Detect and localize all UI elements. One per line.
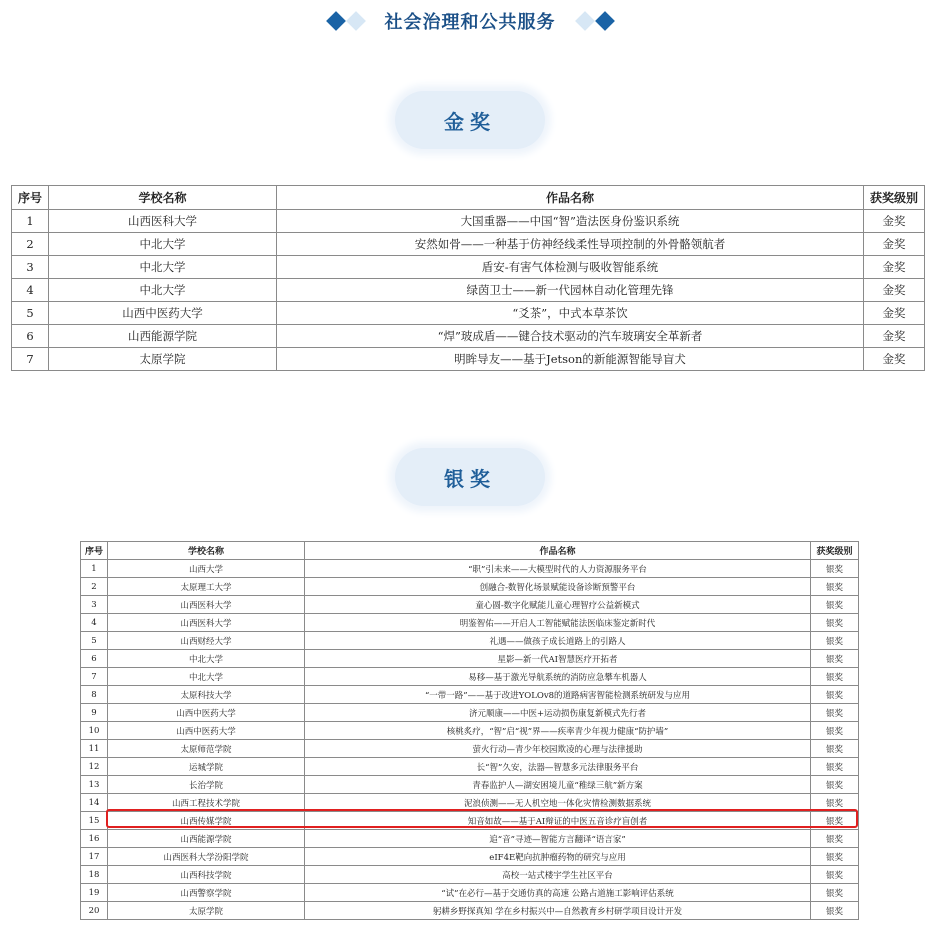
cell-work: 泥浪侦测——无人机空地一体化灾情检测数据系统 bbox=[305, 794, 811, 812]
cell-level: 银奖 bbox=[811, 884, 859, 902]
cell-level: 银奖 bbox=[811, 560, 859, 578]
header-work: 作品名称 bbox=[277, 186, 864, 210]
cell-index: 8 bbox=[81, 686, 108, 704]
cell-level: 银奖 bbox=[811, 668, 859, 686]
table-row bbox=[81, 758, 859, 776]
cell-school: 太原学院 bbox=[108, 902, 305, 920]
cell-work: 易移—基于激光导航系统的消防应急攀车机器人 bbox=[305, 668, 811, 686]
table-row bbox=[81, 578, 859, 596]
section-title: 社会治理和公共服务 bbox=[384, 12, 556, 33]
cell-index: 1 bbox=[12, 210, 49, 233]
cell-index: 17 bbox=[81, 848, 108, 866]
cell-index: 13 bbox=[81, 776, 108, 794]
cell-school: 太原理工大学 bbox=[108, 578, 305, 596]
cell-school: 太原师范学院 bbox=[108, 740, 305, 758]
cell-index: 2 bbox=[81, 578, 108, 596]
cell-level: 金奖 bbox=[864, 325, 925, 348]
cell-index: 6 bbox=[81, 650, 108, 668]
cell-school: 太原科技大学 bbox=[108, 686, 305, 704]
header-work: 作品名称 bbox=[305, 542, 811, 560]
table-row bbox=[81, 902, 859, 920]
table-row bbox=[81, 596, 859, 614]
cell-school: 山西能源学院 bbox=[49, 325, 277, 348]
diamond-decoration-right-icon bbox=[574, 10, 614, 32]
cell-school: 山西能源学院 bbox=[108, 830, 305, 848]
cell-work: 核桃炙疗，“智”启“视”界——疾率青少年视力健康“防护墙” bbox=[305, 722, 811, 740]
cell-school: 山西财经大学 bbox=[108, 632, 305, 650]
cell-work: “爻茶”，中式本草茶饮 bbox=[277, 302, 864, 325]
cell-level: 银奖 bbox=[811, 830, 859, 848]
table-row bbox=[12, 302, 925, 325]
cell-work: eIF4E靶向抗肿瘤药物的研究与应用 bbox=[305, 848, 811, 866]
cell-work: 礼遇——做孩子成长道路上的引路人 bbox=[305, 632, 811, 650]
cell-level: 银奖 bbox=[811, 722, 859, 740]
cell-work: 盾安-有害气体检测与吸收智能系统 bbox=[277, 256, 864, 279]
cell-index: 16 bbox=[81, 830, 108, 848]
cell-work: “一带一路”——基于改进YOLOv8的道路病害智能检测系统研发与应用 bbox=[305, 686, 811, 704]
cell-level: 银奖 bbox=[811, 794, 859, 812]
cell-work: “焊”玻成盾——键合技术驱动的汽车玻璃安全革新者 bbox=[277, 325, 864, 348]
cell-index: 15 bbox=[81, 812, 108, 830]
cell-index: 11 bbox=[81, 740, 108, 758]
table-row bbox=[81, 632, 859, 650]
cell-work: 星影—新一代AI智慧医疗开拓者 bbox=[305, 650, 811, 668]
cell-level: 银奖 bbox=[811, 776, 859, 794]
cell-level: 金奖 bbox=[864, 279, 925, 302]
cell-school: 山西科技学院 bbox=[108, 866, 305, 884]
cell-work: 躬耕乡野探真知 学在乡村振兴中—自然教育乡村研学项目设计开发 bbox=[305, 902, 811, 920]
table-row bbox=[81, 848, 859, 866]
header-index: 序号 bbox=[81, 542, 108, 560]
header-level: 获奖级别 bbox=[864, 186, 925, 210]
cell-school: 中北大学 bbox=[108, 650, 305, 668]
cell-level: 金奖 bbox=[864, 210, 925, 233]
cell-level: 银奖 bbox=[811, 578, 859, 596]
cell-work: 知音如故——基于AI辩证的中医五音诊疗盲创者 bbox=[305, 812, 811, 830]
cell-work: 济元顺康——中医+运动损伤康复新模式先行者 bbox=[305, 704, 811, 722]
table-row bbox=[12, 256, 925, 279]
gold-award-badge: 金奖 bbox=[395, 91, 545, 149]
header-index: 序号 bbox=[12, 186, 49, 210]
silver-award-table bbox=[80, 541, 859, 920]
gold-award-table bbox=[11, 185, 925, 371]
cell-work: 创融合-数智化场景赋能设备诊断预警平台 bbox=[305, 578, 811, 596]
cell-index: 2 bbox=[12, 233, 49, 256]
cell-level: 银奖 bbox=[811, 758, 859, 776]
cell-school: 山西传媒学院 bbox=[108, 812, 305, 830]
cell-work: 青春监护人—湖安困境儿童“稚绿三航”新方案 bbox=[305, 776, 811, 794]
table-row bbox=[12, 325, 925, 348]
table-row bbox=[12, 279, 925, 302]
cell-index: 19 bbox=[81, 884, 108, 902]
silver-award-badge: 银奖 bbox=[395, 448, 545, 506]
cell-work: 安然如骨——一种基于仿神经线柔性导项控制的外骨骼领航者 bbox=[277, 233, 864, 256]
header-school: 学校名称 bbox=[49, 186, 277, 210]
cell-work: 大国重器——中国“智”造法医身份鉴识系统 bbox=[277, 210, 864, 233]
cell-level: 银奖 bbox=[811, 614, 859, 632]
cell-school: 山西中医药大学 bbox=[108, 722, 305, 740]
cell-school: 中北大学 bbox=[49, 279, 277, 302]
cell-index: 18 bbox=[81, 866, 108, 884]
cell-school: 山西医科大学 bbox=[49, 210, 277, 233]
cell-school: 山西医科大学汾阳学院 bbox=[108, 848, 305, 866]
cell-index: 3 bbox=[81, 596, 108, 614]
cell-school: 中北大学 bbox=[49, 233, 277, 256]
table-row bbox=[81, 830, 859, 848]
cell-school: 山西工程技术学院 bbox=[108, 794, 305, 812]
cell-index: 20 bbox=[81, 902, 108, 920]
cell-work: 长“智”久安，法器—智慧多元法律服务平台 bbox=[305, 758, 811, 776]
cell-index: 5 bbox=[12, 302, 49, 325]
table-row bbox=[81, 722, 859, 740]
section-header bbox=[0, 6, 940, 36]
cell-index: 3 bbox=[12, 256, 49, 279]
table-header-row bbox=[81, 542, 859, 560]
cell-level: 银奖 bbox=[811, 812, 859, 830]
cell-school: 山西医科大学 bbox=[108, 614, 305, 632]
cell-work: 童心圆-数字化赋能儿童心理智疗公益新模式 bbox=[305, 596, 811, 614]
cell-level: 金奖 bbox=[864, 348, 925, 371]
cell-level: 金奖 bbox=[864, 256, 925, 279]
table-row bbox=[12, 233, 925, 256]
cell-index: 7 bbox=[81, 668, 108, 686]
cell-school: 山西医科大学 bbox=[108, 596, 305, 614]
cell-index: 4 bbox=[81, 614, 108, 632]
cell-work: 明鉴智佑——开启人工智能赋能法医临床鉴定新时代 bbox=[305, 614, 811, 632]
cell-index: 5 bbox=[81, 632, 108, 650]
table-row bbox=[81, 704, 859, 722]
table-row bbox=[81, 884, 859, 902]
cell-level: 银奖 bbox=[811, 686, 859, 704]
cell-level: 银奖 bbox=[811, 632, 859, 650]
cell-work: 萤火行动—青少年校园欺凌的心理与法律援助 bbox=[305, 740, 811, 758]
cell-work: 高校一站式楼宇学生社区平台 bbox=[305, 866, 811, 884]
cell-work: “职”引未来——大模型时代的人力资源服务平台 bbox=[305, 560, 811, 578]
cell-school: 运城学院 bbox=[108, 758, 305, 776]
table-row bbox=[81, 740, 859, 758]
table-row bbox=[81, 776, 859, 794]
cell-level: 金奖 bbox=[864, 302, 925, 325]
cell-index: 7 bbox=[12, 348, 49, 371]
cell-school: 山西警察学院 bbox=[108, 884, 305, 902]
cell-index: 1 bbox=[81, 560, 108, 578]
cell-school: 太原学院 bbox=[49, 348, 277, 371]
cell-level: 金奖 bbox=[864, 233, 925, 256]
table-header-row bbox=[12, 186, 925, 210]
table-row bbox=[81, 650, 859, 668]
table-row bbox=[81, 668, 859, 686]
cell-school: 中北大学 bbox=[108, 668, 305, 686]
table-row bbox=[12, 210, 925, 233]
cell-index: 12 bbox=[81, 758, 108, 776]
table-row bbox=[81, 560, 859, 578]
cell-level: 银奖 bbox=[811, 866, 859, 884]
table-row bbox=[81, 614, 859, 632]
cell-level: 银奖 bbox=[811, 596, 859, 614]
cell-index: 9 bbox=[81, 704, 108, 722]
cell-school: 长治学院 bbox=[108, 776, 305, 794]
cell-level: 银奖 bbox=[811, 650, 859, 668]
table-row bbox=[12, 348, 925, 371]
cell-work: “试”在必行—基于交通仿真的高速 公路占道施工影响评估系统 bbox=[305, 884, 811, 902]
cell-index: 4 bbox=[12, 279, 49, 302]
cell-index: 6 bbox=[12, 325, 49, 348]
highlight-box bbox=[106, 809, 858, 828]
cell-school: 山西中医药大学 bbox=[108, 704, 305, 722]
cell-school: 山西大学 bbox=[108, 560, 305, 578]
cell-work: 追“音”寻迹—智能方言翻译“语言家” bbox=[305, 830, 811, 848]
cell-level: 银奖 bbox=[811, 848, 859, 866]
cell-index: 10 bbox=[81, 722, 108, 740]
cell-school: 山西中医药大学 bbox=[49, 302, 277, 325]
cell-school: 中北大学 bbox=[49, 256, 277, 279]
cell-work: 绿茵卫士——新一代园林自动化管理先锋 bbox=[277, 279, 864, 302]
cell-level: 银奖 bbox=[811, 704, 859, 722]
diamond-decoration-left-icon bbox=[327, 10, 367, 32]
cell-level: 银奖 bbox=[811, 740, 859, 758]
table-row bbox=[81, 866, 859, 884]
cell-level: 银奖 bbox=[811, 902, 859, 920]
cell-work: 明眸导友——基于Jetson的新能源智能导盲犬 bbox=[277, 348, 864, 371]
cell-index: 14 bbox=[81, 794, 108, 812]
header-level: 获奖级别 bbox=[811, 542, 859, 560]
header-school: 学校名称 bbox=[108, 542, 305, 560]
table-row bbox=[81, 686, 859, 704]
